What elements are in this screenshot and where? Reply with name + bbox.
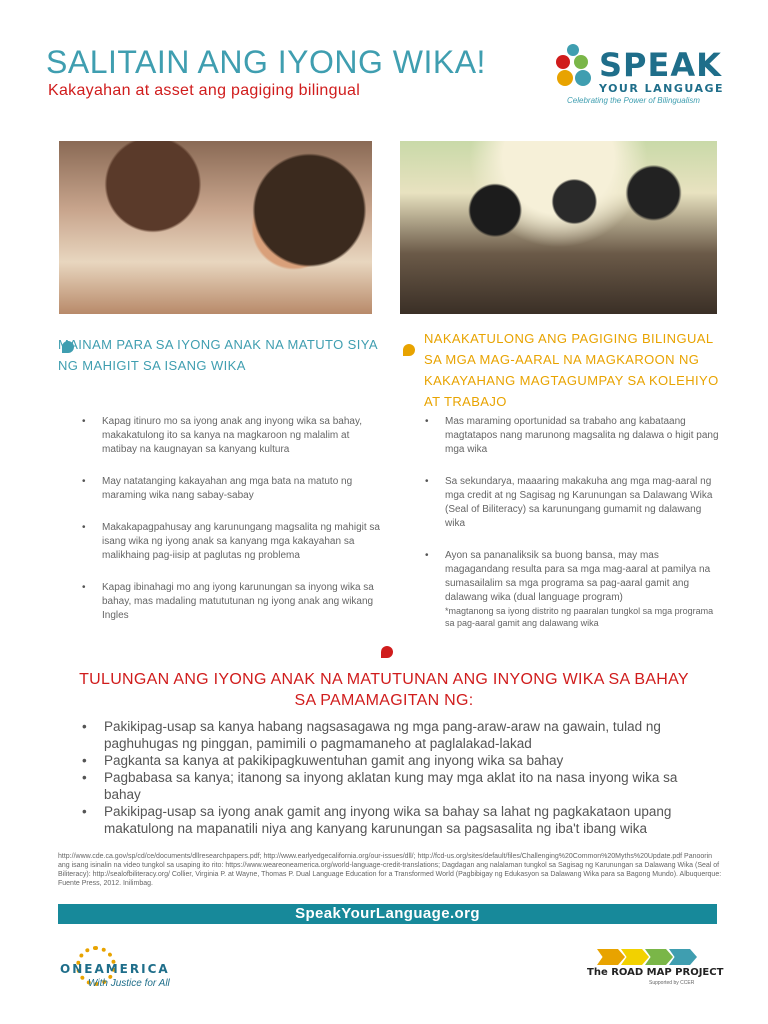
right-bullet-list bbox=[423, 415, 723, 629]
oneamerica-logo bbox=[60, 946, 200, 998]
speech-bubble-icon bbox=[381, 646, 393, 658]
page-title: SALITAIN ANG IYONG WIKA! bbox=[46, 44, 486, 80]
road-map-sub: Supported by CCER bbox=[649, 980, 695, 986]
tips-bullet-list bbox=[80, 718, 710, 837]
speech-bubble-icon bbox=[403, 344, 415, 356]
page-subtitle: Kakayahan at asset ang pagiging bilingual bbox=[48, 82, 361, 99]
arrow-icon bbox=[669, 949, 697, 965]
list-item: • Mas maraming oportunidad sa trabaho ang kabataang magtatapos nang marunong magsalita ng dalawa o higit pang mga wika bbox=[445, 415, 723, 457]
references: http://www.cde.ca.gov/sp/cd/ce/documents/dllresearchpapers.pdf; http://www.earlyedgecalifornia.org/our-issues/dll/; http://fcd-us.org/sites/default/files/Challenging%20Common%20Myths%20Update.pdf Panoorin ang isang isinalin na video tungkol sa usaping ito rito: https://www.weareoneamerica.org/world-language-credit-translations; Dagdagan ang nalalaman tungkol sa Sagisag ng Karunungan sa Dalawang Wika (Seal of Biliteracy): http://sealofbiliteracy.org/ Collier, Virginia P. at Wayne, Thomas P. Dual Language Education for a Transformed World (Pagbibigay ng Edukasyon sa Dalawang Wika para sa Bagong Mundo). Albuquerque: Fuente Press, 2012. Inilimbag. bbox=[58, 853, 722, 887]
photo-parent-reading-with-child bbox=[59, 141, 372, 314]
oneamerica-word: ONEAMERICA bbox=[60, 962, 170, 976]
list-item: • Kapag ibinahagi mo ang iyong karunungan sa inyong wika sa bahay, mas madaling matututunan ng iyong anak ang wikang Ingles bbox=[102, 581, 380, 623]
oneamerica-tagline: With Justice for All bbox=[88, 978, 170, 989]
left-section-heading: MAINAM PARA SA IYONG ANAK NA MATUTO SIYA NG MAHIGIT SA ISANG WIKA bbox=[58, 337, 378, 373]
road-map-word: The ROAD MAP PROJECT bbox=[587, 967, 724, 978]
arrow-icon bbox=[597, 949, 625, 965]
list-item: • Pagbabasa sa kanya; itanong sa inyong aklatan kung may mga aklat ito na nasa inyong wika sa bahay bbox=[104, 769, 710, 803]
right-section-heading: NAKAKATULONG ANG PAGIGING BILINGUAL SA MGA MAG-AARAL NA MAGKAROON NG KAKAYAHANG MAGTAGUMPAY SA KOLEHIYO AT TRABAJO bbox=[424, 331, 719, 409]
list-item: • May natatanging kakayahan ang mga bata na matuto ng maraming wika nang sabay-sabay bbox=[102, 475, 380, 503]
logo-sub: YOUR LANGUAGE bbox=[599, 82, 725, 95]
speak-your-language-logo bbox=[553, 42, 728, 106]
logo-tagline: Celebrating the Power of Bilingualism bbox=[567, 96, 700, 105]
logo-word: SPEAK bbox=[599, 46, 722, 84]
arrow-icon bbox=[621, 949, 649, 965]
bottom-section-heading: TULUNGAN ANG IYONG ANAK NA MATUTUNAN ANG INYONG WIKA SA BAHAY SA PAMAMAGITAN NG: bbox=[79, 671, 689, 709]
footnote: *magtanong sa iyong distrito ng paaralan tungkol sa mga programa sa pag-aaral gamit ang dalawang wika bbox=[445, 606, 714, 628]
list-item: • Pakikipag-usap sa kanya habang nagsasagawa ng mga pang-araw-araw na gawain, tulad ng paghuhugas ng pinggan, pamimili o pagmamaneho at paglalakad-lakad bbox=[104, 718, 710, 752]
website-banner[interactable]: SpeakYourLanguage.org bbox=[58, 904, 717, 924]
left-bullet-list bbox=[80, 415, 380, 641]
speech-bubbles-icon bbox=[553, 42, 599, 96]
list-item: • Sa sekundarya, maaaring makakuha ang mga mag-aaral ng mga credit at ng Sagisag ng Karunungan sa Dalawang Wika (Seal of Biliteracy) sa karunungang gumamit ng dalawang wika bbox=[445, 475, 723, 531]
list-item: • Ayon sa pananaliksik sa buong bansa, may mas magagandang resulta para sa mga mag-aaral at pamilya na sumasailalim sa mga programa sa pag-aaral gamit ang dalawang wika (dual language program) bbox=[445, 549, 723, 605]
list-item: • Makakapagpahusay ang karunungang magsalita ng mahigit sa isang wika ng iyong anak sa kanyang mga kakayahan sa malikhaing pag-iisip at paglutas ng problema bbox=[102, 521, 380, 563]
list-item: • Pakikipag-usap sa iyong anak gamit ang inyong wika sa bahay sa lahat ng pagkakataon upang makatulong na mapanatili niya ang kanyang karunungan sa pagsasalita ng iba't ibang wika bbox=[104, 803, 710, 837]
photo-graduates-celebrating bbox=[400, 141, 717, 314]
arrow-icon bbox=[645, 949, 673, 965]
list-item: • Pagkanta sa kanya at pakikipagkuwentuhan gamit ang inyong wika sa bahay bbox=[104, 752, 710, 769]
road-map-project-logo bbox=[587, 949, 724, 987]
list-item: • Kapag itinuro mo sa iyong anak ang inyong wika sa bahay, makakatulong ito sa kanya na magkaroon ng malalim at matibay na kaugnayan sa kanyang kultura bbox=[102, 415, 380, 457]
